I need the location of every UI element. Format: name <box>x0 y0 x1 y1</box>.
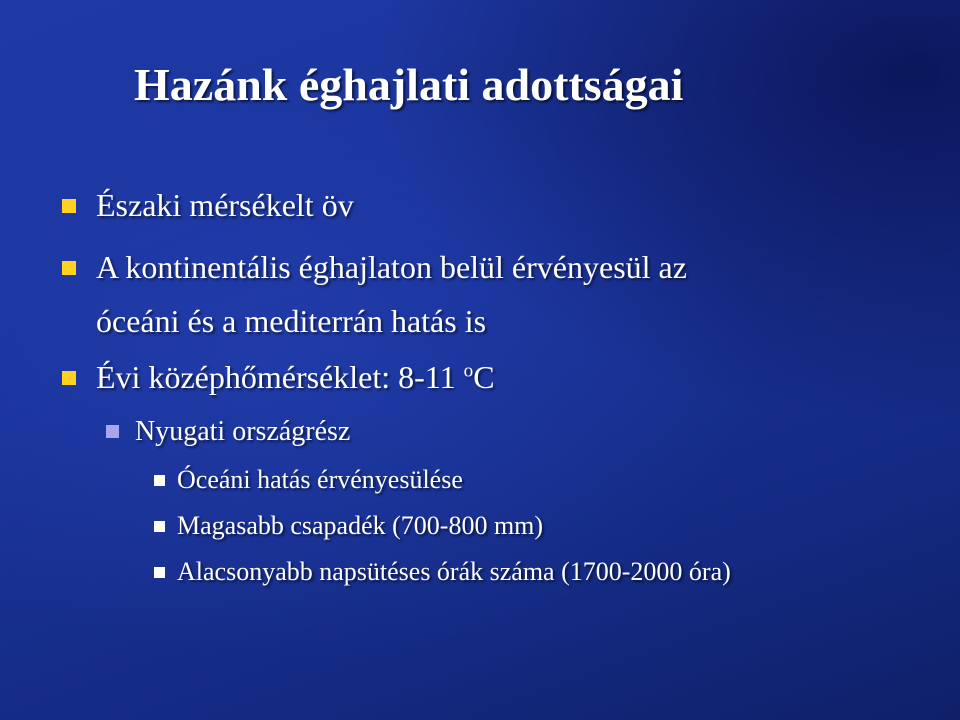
bullet-item-continental-climate <box>62 240 687 348</box>
square-bullet-icon <box>106 425 119 438</box>
slide-title: Hazánk éghajlati adottságai <box>134 59 684 110</box>
bullet-text-line-2: óceáni és a mediterrán hatás is <box>96 303 487 339</box>
degree-superscript: o <box>463 360 474 382</box>
square-bullet-icon <box>154 567 165 578</box>
square-bullet-icon <box>62 371 76 385</box>
bullet-text: Alacsonyabb napsütéses órák száma (1700-2000 óra) <box>177 557 731 586</box>
bullet-item-precipitation <box>154 506 543 546</box>
bullet-text: Magasabb csapadék (700-800 mm) <box>177 511 544 540</box>
square-bullet-icon <box>154 521 165 532</box>
square-bullet-icon <box>62 199 76 213</box>
bullet-item-avg-temperature <box>62 350 495 404</box>
bullet-item-oceanic-effect <box>154 460 463 500</box>
temperature-label: Évi középhőmérséklet: 8-11 <box>96 359 464 395</box>
square-bullet-icon <box>62 261 76 275</box>
square-bullet-icon <box>154 475 165 486</box>
bullet-item-climate-zone <box>62 178 354 232</box>
temperature-unit: C <box>473 359 495 395</box>
bullet-item-western-region <box>106 412 350 452</box>
bullet-text: Óceáni hatás érvényesülése <box>177 465 463 494</box>
bullet-text <box>96 350 495 404</box>
bullet-text-line-1: A kontinentális éghajlaton belül érvényesül az <box>96 249 687 285</box>
bullet-item-sunshine-hours <box>154 552 731 592</box>
bullet-text: Nyugati országrész <box>135 416 351 447</box>
bullet-text: Északi mérsékelt öv <box>96 187 354 223</box>
bullet-text-block <box>96 240 687 348</box>
